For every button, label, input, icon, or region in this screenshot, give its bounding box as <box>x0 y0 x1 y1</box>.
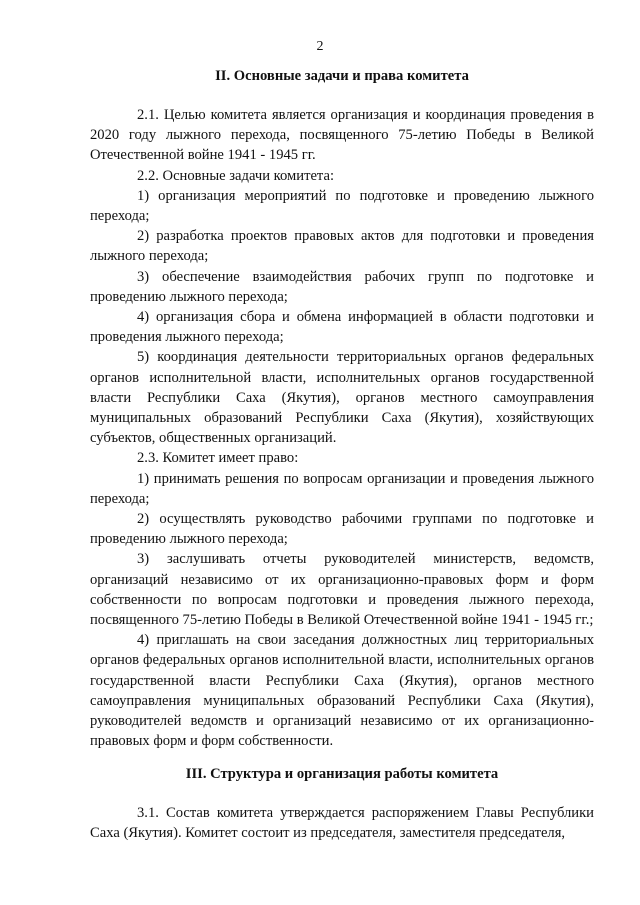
task-item-3: 3) обеспечение взаимодействия рабочих групп по подготовке и проведению лыжного перехода; <box>90 268 594 305</box>
paragraph-2-2: 2.2. Основные задачи комитета: <box>137 167 335 184</box>
task-item-2: 2) разработка проектов правовых актов для подготовки и проведения лыжного перехода; <box>90 228 594 265</box>
paragraph-2-1: 2.1. Целью комитета является организация и координация проведения в 2020 году лыжного перехода, посвященного 75-летию Победы в Великой Отечественной войне 1941 - 1945 гг. <box>90 107 594 164</box>
section-2-heading: II. Основные задачи и права комитета <box>215 68 469 84</box>
right-item-2: 2) осуществлять руководство рабочими группами по подготовке и проведению лыжного перехода; <box>90 511 594 548</box>
task-item-5: 5) координация деятельности территориальных органов федеральных органов исполнительной власти, исполнительных органов государственной власти Республики Саха (Якутия), органов местного самоуправления муниципальных образований Республики Саха (Якутия), хозяйствующих субъектов, общественных организаций. <box>90 349 594 447</box>
task-item-1: 1) организация мероприятий по подготовке и проведению лыжного перехода; <box>90 187 594 225</box>
section-3-heading: III. Структура и организация работы комитета <box>185 766 499 782</box>
page-number: 2 <box>316 39 324 54</box>
right-item-3: 3) заслушивать отчеты руководителей министерств, ведомств, организаций независимо от их организационно-правовых форм и форм собственности по вопросам подготовки и проведения лыжного перехода, посвященного 75-летию Победы в Великой Отечественной войне 1941 - 1945 гг.; <box>90 551 594 629</box>
section-3-body <box>90 803 594 843</box>
right-item-4: 4) приглашать на свои заседания должностных лиц территориальных органов федеральных органов исполнительной власти, исполнительных органов государственной власти Республики Саха (Якутия), органов местного самоуправления муниципальных образований Республики Саха (Якутия), руководителей ведомств и организаций независимо от их организационно-правовых форм и форм собственности. <box>90 632 594 750</box>
paragraph-2-3: 2.3. Комитет имеет право: <box>137 450 299 467</box>
section-2-body <box>90 105 594 752</box>
paragraph-3-1: 3.1. Состав комитета утверждается распоряжением Главы Республики Саха (Якутия). Комитет состоит из председателя, заместителя председателя, <box>90 805 594 842</box>
right-item-1: 1) принимать решения по вопросам организации и проведения лыжного перехода; <box>90 470 594 507</box>
task-item-4: 4) организация сбора и обмена информацией в области подготовки и проведения лыжного перехода; <box>90 309 594 346</box>
